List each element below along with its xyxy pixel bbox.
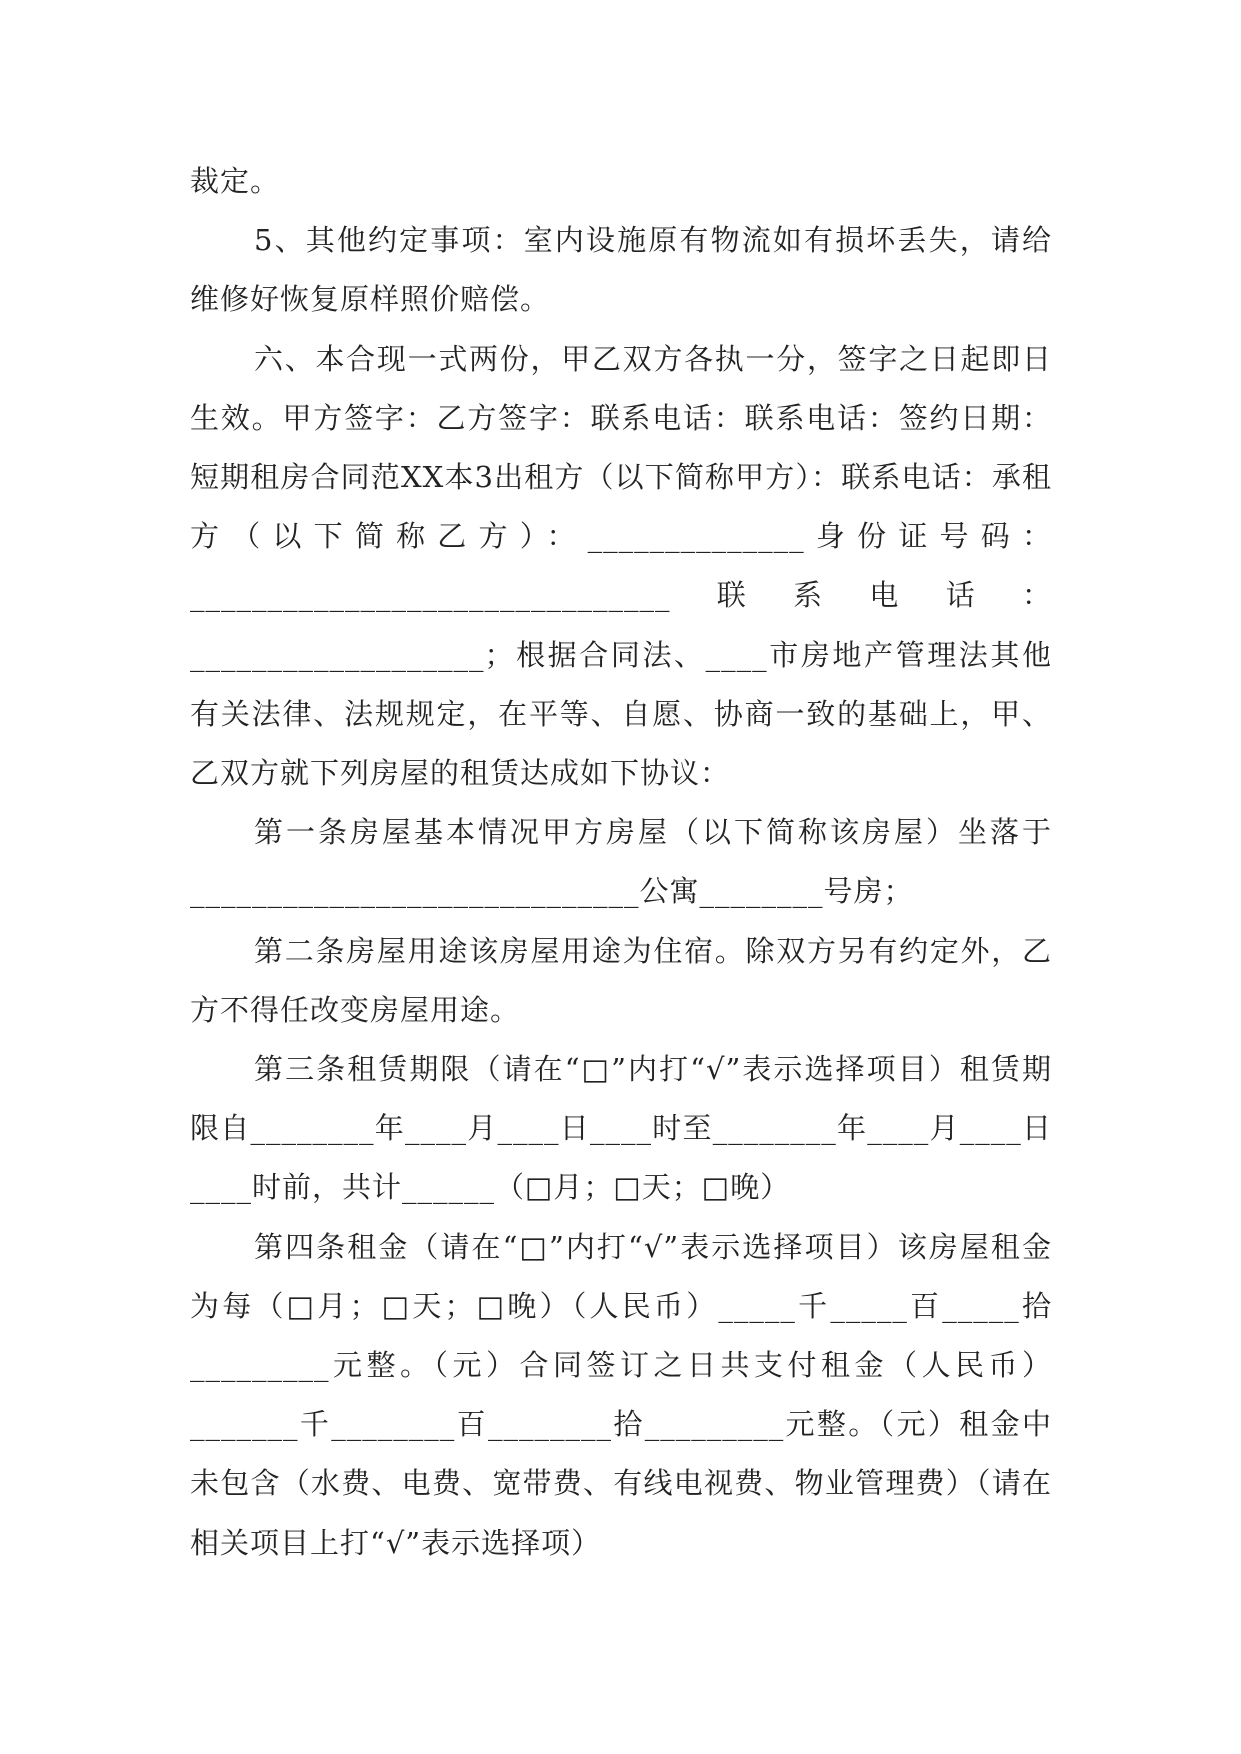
document-page — [190, 152, 1052, 1573]
paragraph-article-3-term: 第三条租赁期限（请在“□”内打“√”表示选择项目）租赁期限自________年____月____日____时至________年____月____日____时前，共计______（□月；□天；□晚） — [190, 1052, 1052, 1205]
paragraph-article-1-property: 第一条房屋基本情况甲方房屋（以下简称该房屋）坐落于_____________________________公寓________号房； — [190, 815, 1052, 909]
paragraph-ruling: 裁定。 — [190, 164, 281, 198]
paragraph-contract-copies: 六、本合现一式两份，甲乙双方各执一分，签字之日起即日生效。甲方签字：乙方签字：联系电话：联系电话：签约日期：短期租房合同范XX本3出租方（以下简称甲方）：联系电话：承租方（以下简称乙方）：______________身份证号码：_______________________________联系电话：___________________；根据合同法、____市房地产管理法其他有关法律、法规规定，在平等、自愿、协商一致的基础上，甲、乙双方就下列房屋的租赁达成如下协议： — [190, 341, 1052, 791]
paragraph-article-2-usage: 第二条房屋用途该房屋用途为住宿。除双方另有约定外，乙方不得任改变房屋用途。 — [190, 933, 1052, 1027]
paragraph-other-terms: 5、其他约定事项：室内设施原有物流如有损坏丢失，请给维修好恢复原样照价赔偿。 — [190, 223, 1052, 317]
paragraph-article-4-rent: 第四条租金（请在“□”内打“√”表示选择项目）该房屋租金为每（□月；□天；□晚）（人民币）_____千_____百_____拾_________元整。（元）合同签订之日共支付租金（人民币）_______千________百________拾_________元整。（元）租金中未包含（水费、电费、宽带费、有线电视费、物业管理费）（请在相关项目上打“√”表示选择项） — [190, 1229, 1052, 1560]
